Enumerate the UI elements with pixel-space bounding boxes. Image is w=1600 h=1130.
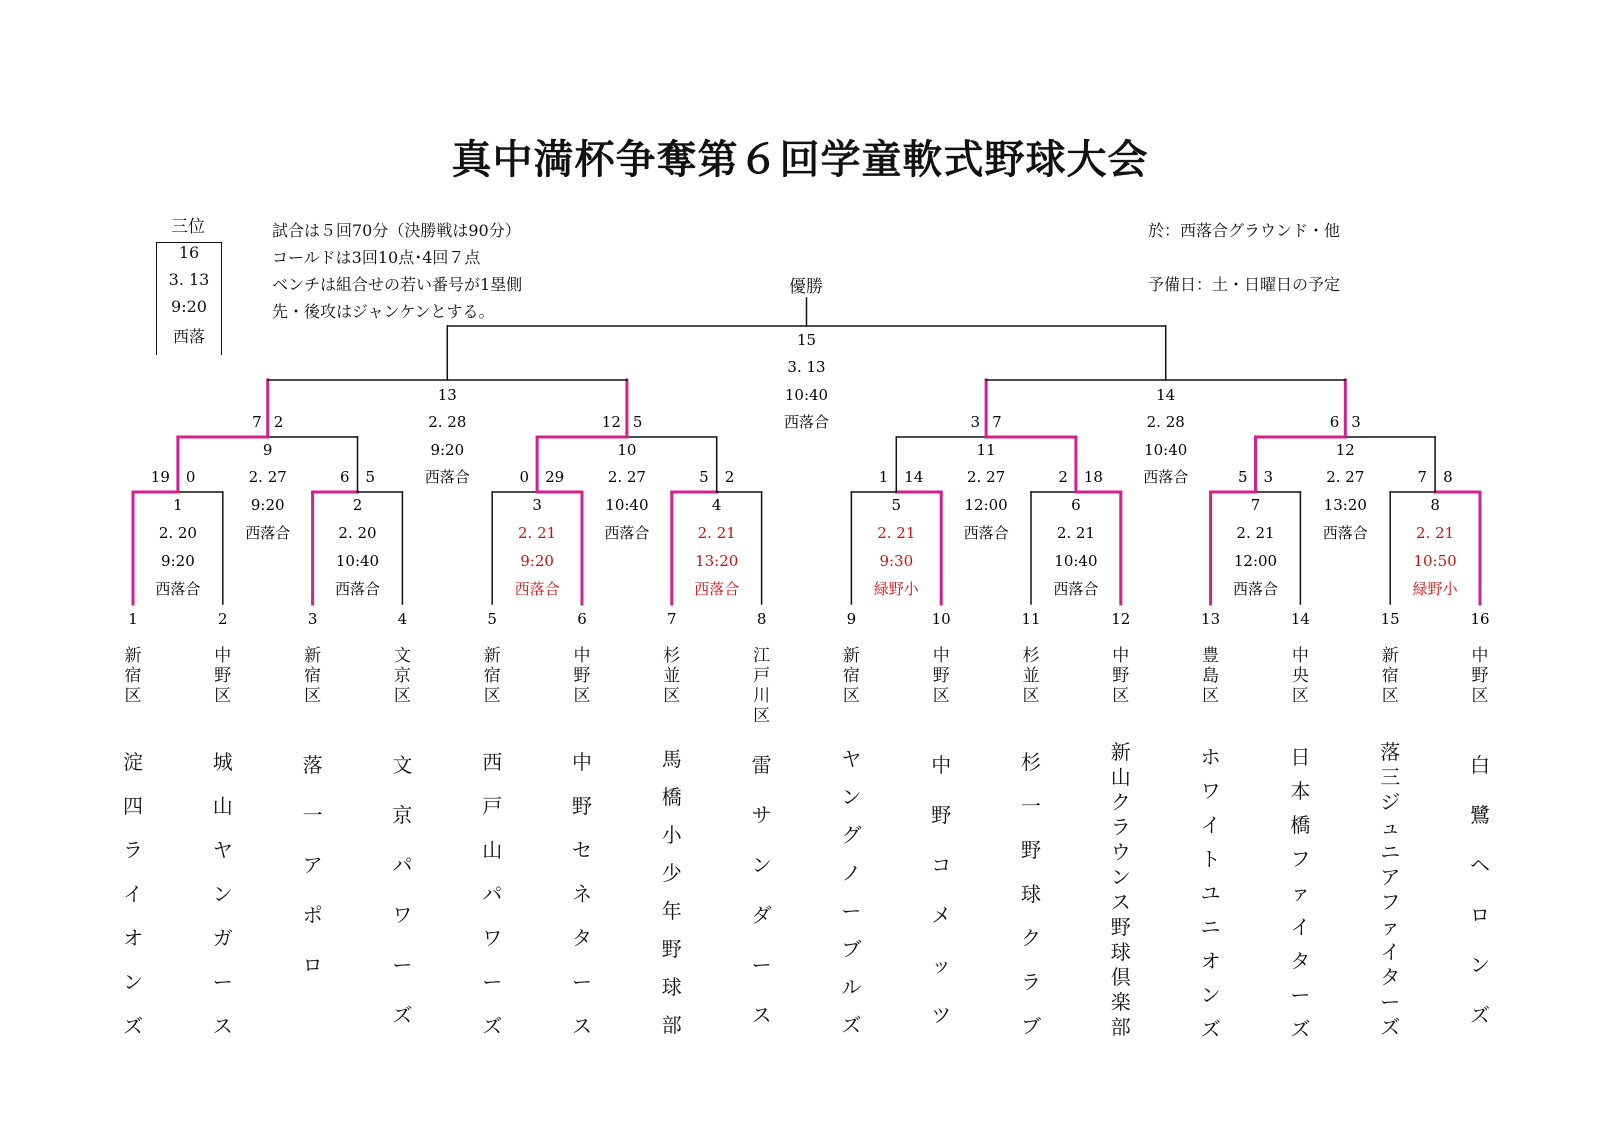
team-name: ホ ワ イ ト ユ ニ オ ン ズ (1200, 745, 1221, 1041)
game-date: 3. 13 (787, 358, 826, 376)
game-venue: 西落合 (514, 580, 560, 598)
team-name: 文 京 パ ワ ー ズ (392, 753, 413, 1027)
third-place-time: 9:20 (171, 297, 207, 316)
team-ward: 中 野 区 (573, 646, 591, 706)
game-venue: 西落合 (1053, 580, 1099, 598)
team-number: 13 (1201, 610, 1221, 628)
team-number: 5 (487, 610, 497, 628)
team-name: 日 本 橋 フ ァ イ タ ー ズ (1290, 745, 1311, 1041)
third-place-date: 3. 13 (168, 270, 210, 289)
score-label: 2 (273, 413, 284, 431)
game-venue: 西落合 (604, 524, 650, 542)
score-label: 19 (150, 468, 170, 486)
score-label: 0 (519, 468, 530, 486)
game-venue: 西落合 (1232, 580, 1279, 598)
team-ward: 中 野 区 (932, 646, 950, 706)
team-ward: 中 野 区 (214, 646, 232, 706)
game-time: 10:40 (1144, 441, 1188, 459)
team-name: 馬 橋 小 少 年 野 球 部 (661, 747, 682, 1037)
team-ward: 新 宿 区 (124, 646, 142, 706)
score-label: 18 (1083, 468, 1103, 486)
game-number: 12 (1335, 441, 1355, 459)
score-label: 12 (601, 413, 621, 431)
score-label: 6 (339, 468, 350, 486)
game-time: 10:40 (784, 386, 829, 404)
third-place-venue: 西落 (172, 327, 205, 346)
team-number: 2 (218, 610, 228, 628)
game-number: 6 (1071, 496, 1081, 514)
game-date: 2. 27 (248, 468, 287, 486)
game-venue: 西落合 (334, 580, 381, 598)
champion-label: 優勝 (789, 277, 823, 297)
score-label: 5 (699, 468, 709, 486)
game-venue: 西落合 (963, 524, 1009, 542)
team-number: 4 (397, 610, 408, 628)
team-ward: 杉 並 区 (663, 646, 681, 706)
score-label: 2 (1058, 468, 1068, 486)
rule-line: ベンチは組合せの若い番号が1塁側 (272, 275, 523, 294)
game-time: 13:20 (695, 552, 739, 570)
team-number: 12 (1111, 610, 1131, 628)
team-number: 15 (1380, 610, 1400, 628)
team-name: 白 鷺 ヘ ロ ン ズ (1470, 753, 1490, 1027)
game-time: 12:00 (964, 496, 1008, 514)
game-date: 2. 20 (338, 524, 377, 542)
score-label: 3 (1351, 413, 1361, 431)
score-label: 5 (365, 468, 376, 486)
game-time: 9:20 (161, 552, 195, 570)
game-date: 2. 28 (428, 413, 467, 431)
team-name: 杉 一 野 球 ク ラ ブ (1021, 750, 1041, 1038)
team-ward: 豊 島 区 (1202, 646, 1220, 706)
score-label: 3 (970, 413, 981, 431)
third-place-label: 三位 (171, 217, 205, 237)
game-date: 2. 21 (877, 524, 916, 542)
reserve-day-note: 予備日：土・日曜日の予定 (1148, 275, 1341, 294)
game-number: 2 (352, 496, 363, 514)
rule-line: コールドは3回10点･4回７点 (272, 248, 481, 267)
game-date: 2. 27 (1326, 468, 1365, 486)
team-number: 3 (307, 610, 318, 628)
team-ward: 文 京 区 (393, 646, 411, 706)
game-number: 15 (796, 331, 817, 349)
game-time: 12:00 (1233, 552, 1278, 570)
game-date: 2. 21 (1416, 524, 1455, 542)
game-number: 7 (1250, 496, 1261, 514)
team-name: 城 山 ヤ ン ガ ー ス (212, 750, 233, 1038)
team-name: 落 一 ア ポ ロ (302, 753, 323, 977)
score-label: 3 (1263, 468, 1274, 486)
game-venue: 緑野小 (1412, 580, 1458, 598)
game-number: 14 (1156, 386, 1176, 404)
game-time: 9:30 (879, 552, 914, 570)
score-label: 29 (545, 468, 565, 486)
page-title: 真中満杯争奪第６回学童軟式野球大会 (451, 137, 1149, 183)
team-number: 11 (1021, 610, 1041, 628)
team-name: 中 野 セ ネ タ ー ス (572, 750, 592, 1038)
team-number: 16 (1470, 610, 1490, 628)
game-date: 2. 21 (1236, 524, 1275, 542)
game-number: 9 (262, 441, 273, 459)
game-date: 2. 21 (1056, 524, 1095, 542)
third-place-game-number: 16 (178, 243, 200, 262)
team-ward: 新 宿 区 (1381, 646, 1399, 706)
game-time: 9:20 (430, 441, 465, 459)
team-ward: 中 央 区 (1291, 646, 1309, 706)
score-label: 7 (1417, 468, 1428, 486)
score-label: 5 (632, 413, 643, 431)
game-time: 13:20 (1323, 496, 1367, 514)
game-date: 2. 20 (158, 524, 197, 542)
team-ward: 杉 並 区 (1022, 646, 1040, 706)
game-date: 2. 21 (518, 524, 557, 542)
team-name: 淀 四 ラ イ オ ン ズ (123, 750, 143, 1038)
team-name: 中 野 コ メ ッ ツ (931, 753, 952, 1027)
score-label: 1 (878, 468, 889, 486)
game-number: 5 (891, 496, 902, 514)
game-venue: 西落合 (245, 524, 291, 542)
game-number: 3 (532, 496, 542, 514)
team-number: 8 (756, 610, 767, 628)
game-time: 10:40 (605, 496, 649, 514)
game-date: 2. 27 (607, 468, 646, 486)
score-label: 2 (724, 468, 735, 486)
game-number: 8 (1430, 496, 1440, 514)
team-number: 14 (1290, 610, 1310, 628)
game-venue: 西落合 (424, 468, 470, 486)
team-name: ヤ ン グ ノ ー ブ ル ズ (841, 747, 862, 1037)
team-ward: 江 戸 川 区 (753, 646, 771, 726)
game-venue: 西落合 (694, 580, 740, 598)
team-name: 西 戸 山 パ ワ ー ズ (482, 750, 503, 1038)
team-ward: 中 野 区 (1112, 646, 1130, 706)
game-venue: 西落合 (1143, 468, 1189, 486)
game-date: 2. 28 (1146, 413, 1185, 431)
score-label: 7 (252, 413, 262, 431)
game-date: 2. 27 (967, 468, 1006, 486)
score-label: 8 (1443, 468, 1453, 486)
game-time: 10:40 (1054, 552, 1098, 570)
venue-note: 於：西落合グラウンド・他 (1148, 221, 1341, 240)
team-ward: 新 宿 区 (483, 646, 501, 706)
team-name: 落 三 ジ ュ ニ ア フ ァ イ タ ー ズ (1380, 740, 1401, 1039)
game-time: 10:40 (335, 552, 380, 570)
game-time: 9:20 (250, 496, 285, 514)
game-number: 10 (617, 441, 637, 459)
game-date: 2. 21 (697, 524, 736, 542)
game-number: 11 (976, 441, 996, 459)
team-ward: 新 宿 区 (304, 646, 322, 706)
score-label: 14 (904, 468, 924, 486)
team-name: 新 山 ク ラ ウ ン ス 野 球 倶 楽 部 (1110, 740, 1131, 1039)
game-venue: 西落合 (1322, 524, 1368, 542)
game-number: 4 (711, 496, 722, 514)
rule-line: 先・後攻はジャンケンとする。 (272, 302, 495, 321)
team-number: 6 (577, 610, 587, 628)
score-label: 6 (1329, 413, 1340, 431)
team-number: 10 (931, 610, 951, 628)
team-name: 雷 サ ン ダ ー ス (751, 753, 772, 1027)
game-time: 9:20 (520, 552, 554, 570)
game-venue: 西落合 (783, 413, 830, 431)
game-time: 10:50 (1413, 552, 1457, 570)
game-number: 1 (173, 496, 183, 514)
game-venue: 緑野小 (873, 580, 919, 598)
team-number: 7 (667, 610, 677, 628)
team-ward: 中 野 区 (1471, 646, 1489, 706)
score-label: 7 (992, 413, 1002, 431)
score-label: 0 (185, 468, 196, 486)
game-venue: 西落合 (155, 580, 201, 598)
team-ward: 新 宿 区 (842, 646, 860, 706)
score-label: 5 (1237, 468, 1248, 486)
team-number: 1 (128, 610, 138, 628)
game-number: 13 (437, 386, 457, 404)
rule-line: 試合は５回70分（決勝戦は90分） (272, 221, 521, 240)
team-number: 9 (846, 610, 857, 628)
